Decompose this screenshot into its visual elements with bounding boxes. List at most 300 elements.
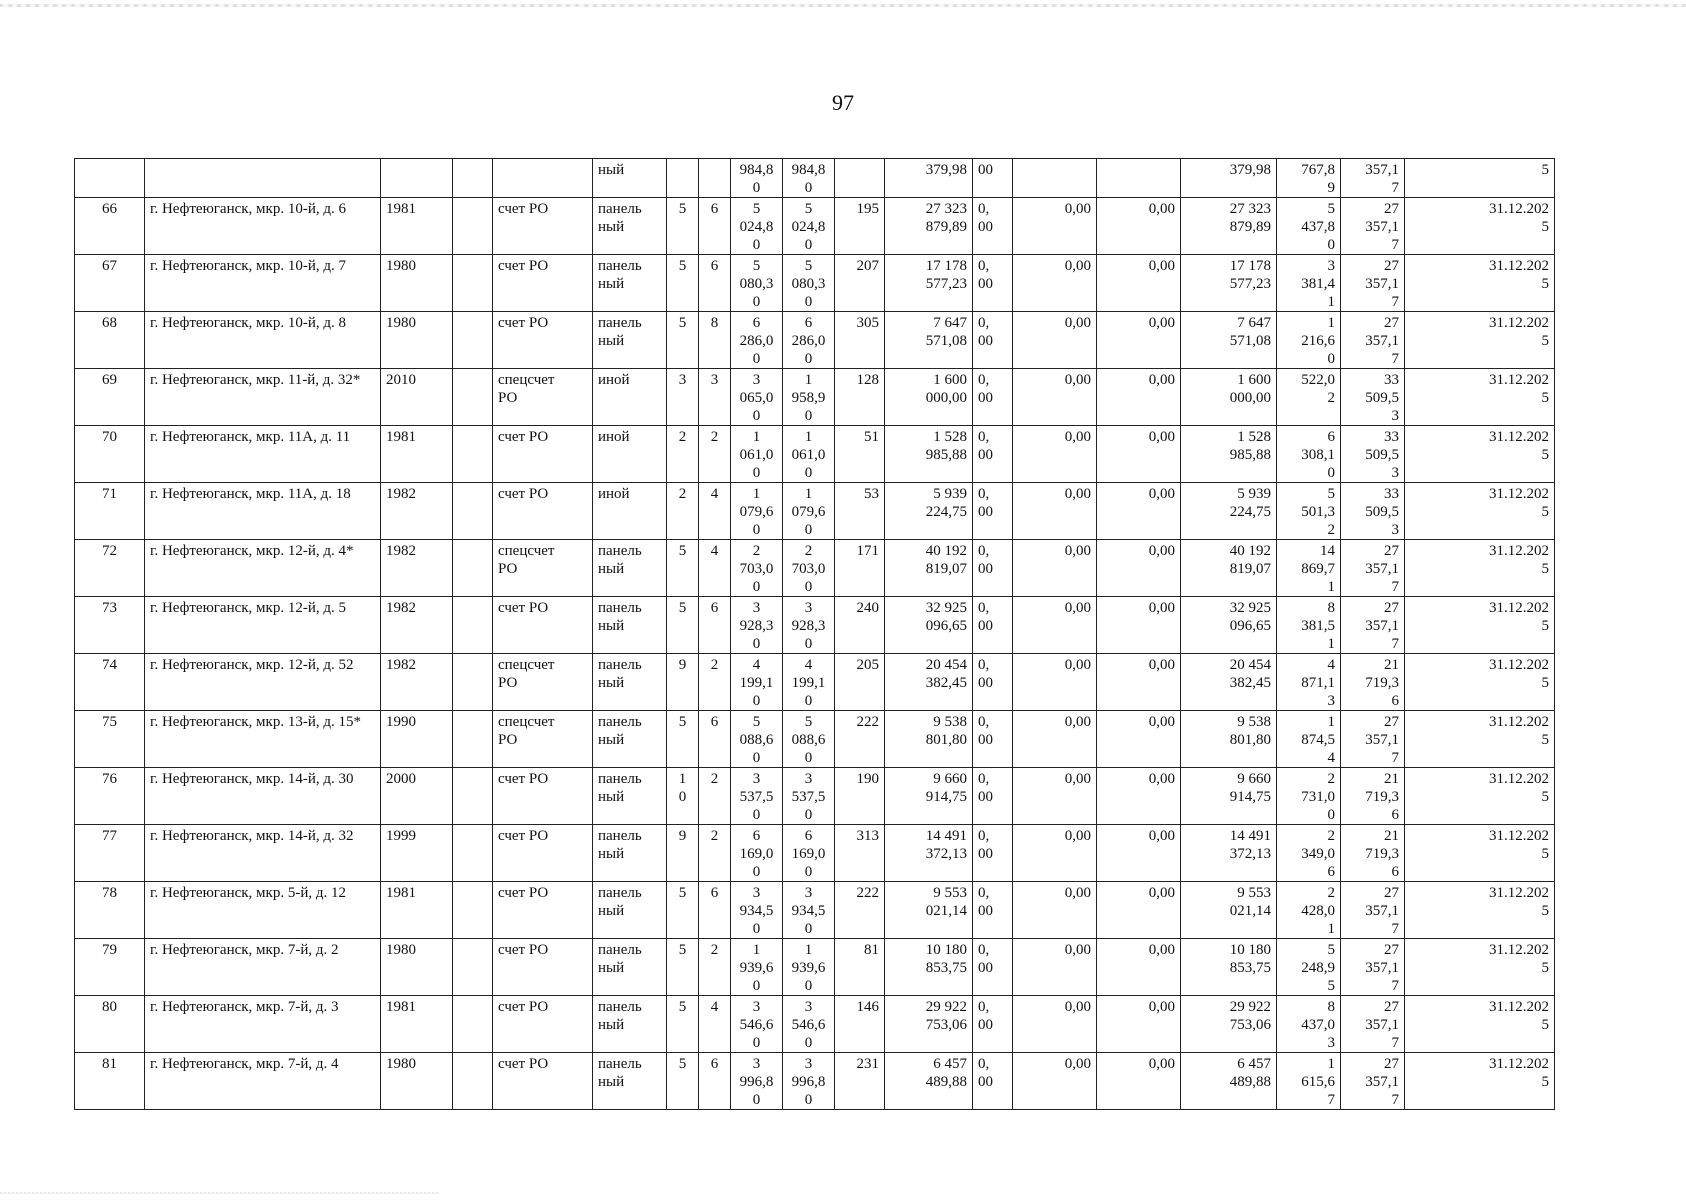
- cell-empty: [453, 768, 493, 825]
- cell-fund-method: счет РО: [493, 198, 593, 255]
- cell-area-total: 1 079,6 0: [731, 483, 783, 540]
- cell-floors: 5: [667, 711, 699, 768]
- cell-cost-fund: 0, 00: [973, 369, 1013, 426]
- cell-residents: 195: [835, 198, 885, 255]
- cell-cost-total: 20 454 382,45: [885, 654, 973, 711]
- cell-cost-budget-1: 0,00: [1013, 711, 1097, 768]
- table-row: [75, 597, 1555, 654]
- cell-residents: 146: [835, 996, 885, 1053]
- cell-plan-date: 31.12.202 5: [1405, 483, 1555, 540]
- table-row: [75, 711, 1555, 768]
- cell-wall-material: панель ный: [593, 939, 667, 996]
- cell-fund-method: счет РО: [493, 882, 593, 939]
- scan-edge-artifact: [0, 4, 1686, 7]
- cell-year: 1980: [381, 1053, 453, 1110]
- cell-cost-budget-1: 0,00: [1013, 939, 1097, 996]
- cell-area-living: 1 061,0 0: [783, 426, 835, 483]
- cell-empty: [453, 159, 493, 198]
- cell-area-total: 3 537,5 0: [731, 768, 783, 825]
- cell-cost-owners: 7 647 571,08: [1181, 312, 1277, 369]
- cell-cost-budget-1: 0,00: [1013, 996, 1097, 1053]
- cell-unit-cost: 4 871,1 3: [1277, 654, 1341, 711]
- cell-cost-budget-1: 0,00: [1013, 255, 1097, 312]
- table-row: [75, 768, 1555, 825]
- cell-area-living: 3 934,5 0: [783, 882, 835, 939]
- cell-wall-material: иной: [593, 426, 667, 483]
- cell-cost-owners: 10 180 853,75: [1181, 939, 1277, 996]
- cell-cost-fund: 0, 00: [973, 882, 1013, 939]
- cell-area-total: 2 703,0 0: [731, 540, 783, 597]
- cell-cost-budget-2: 0,00: [1097, 996, 1181, 1053]
- cell-cost-total: 5 939 224,75: [885, 483, 973, 540]
- cell-cost-budget-1: 0,00: [1013, 654, 1097, 711]
- cell-cost-total: 6 457 489,88: [885, 1053, 973, 1110]
- cell-residents: 313: [835, 825, 885, 882]
- cell-cost-total: 1 528 985,88: [885, 426, 973, 483]
- cell-fund-method: счет РО: [493, 426, 593, 483]
- cell-area-living: 5 080,3 0: [783, 255, 835, 312]
- cell-cost-owners: 9 660 914,75: [1181, 768, 1277, 825]
- cell-cost-budget-2: 0,00: [1097, 825, 1181, 882]
- cell-address: г. Нефтеюганск, мкр. 12-й, д. 5: [145, 597, 381, 654]
- cell-address: [145, 159, 381, 198]
- cell-area-total: 4 199,1 0: [731, 654, 783, 711]
- cell-unit-max: 33 509,5 3: [1341, 483, 1405, 540]
- cell-cost-total: 9 660 914,75: [885, 768, 973, 825]
- cell-cost-owners: 14 491 372,13: [1181, 825, 1277, 882]
- cell-cost-fund: 0, 00: [973, 255, 1013, 312]
- cell-empty: [453, 426, 493, 483]
- cell-empty: [453, 312, 493, 369]
- cell-cost-owners: 9 538 801,80: [1181, 711, 1277, 768]
- cell-address: г. Нефтеюганск, мкр. 10-й, д. 6: [145, 198, 381, 255]
- cell-cost-budget-1: 0,00: [1013, 426, 1097, 483]
- cell-floors: 5: [667, 597, 699, 654]
- cell-number: 77: [75, 825, 145, 882]
- cell-plan-date: 31.12.202 5: [1405, 825, 1555, 882]
- cell-residents: 222: [835, 711, 885, 768]
- cell-fund-method: счет РО: [493, 483, 593, 540]
- cell-fund-method: счет РО: [493, 255, 593, 312]
- cell-number: 72: [75, 540, 145, 597]
- cell-cost-owners: 40 192 819,07: [1181, 540, 1277, 597]
- cell-cost-fund: 0, 00: [973, 597, 1013, 654]
- cell-floors: 2: [667, 426, 699, 483]
- cell-year: 1980: [381, 939, 453, 996]
- cell-floors: 5: [667, 882, 699, 939]
- cell-cost-total: 32 925 096,65: [885, 597, 973, 654]
- cell-floors: 5: [667, 312, 699, 369]
- cell-cost-fund: 0, 00: [973, 312, 1013, 369]
- cell-unit-cost: 2 428,0 1: [1277, 882, 1341, 939]
- cell-year: 2010: [381, 369, 453, 426]
- cell-entrances: 2: [699, 768, 731, 825]
- cell-area-total: 3 546,6 0: [731, 996, 783, 1053]
- cell-plan-date: 31.12.202 5: [1405, 426, 1555, 483]
- cell-area-total: 3 934,5 0: [731, 882, 783, 939]
- cell-entrances: 6: [699, 882, 731, 939]
- cell-cost-fund: 0, 00: [973, 654, 1013, 711]
- table-row: [75, 939, 1555, 996]
- cell-empty: [453, 369, 493, 426]
- cell-number: 78: [75, 882, 145, 939]
- cell-unit-max: 27 357,1 7: [1341, 255, 1405, 312]
- cell-residents: 207: [835, 255, 885, 312]
- cell-wall-material: панель ный: [593, 255, 667, 312]
- cell-cost-budget-1: 0,00: [1013, 369, 1097, 426]
- cell-empty: [453, 654, 493, 711]
- cell-fund-method: счет РО: [493, 312, 593, 369]
- cell-cost-owners: 6 457 489,88: [1181, 1053, 1277, 1110]
- cell-cost-total: 17 178 577,23: [885, 255, 973, 312]
- table-row: [75, 540, 1555, 597]
- cell-empty: [453, 882, 493, 939]
- cell-entrances: 2: [699, 939, 731, 996]
- cell-unit-max: 27 357,1 7: [1341, 597, 1405, 654]
- cell-cost-fund: 0, 00: [973, 1053, 1013, 1110]
- cell-unit-max: 27 357,1 7: [1341, 312, 1405, 369]
- cell-residents: [835, 159, 885, 198]
- cell-area-total: 5 080,3 0: [731, 255, 783, 312]
- cell-fund-method: счет РО: [493, 996, 593, 1053]
- cell-residents: 305: [835, 312, 885, 369]
- cell-wall-material: иной: [593, 483, 667, 540]
- cell-cost-owners: 27 323 879,89: [1181, 198, 1277, 255]
- cell-year: 2000: [381, 768, 453, 825]
- cell-area-living: 3 928,3 0: [783, 597, 835, 654]
- cell-unit-cost: 767,8 9: [1277, 159, 1341, 198]
- cell-plan-date: 31.12.202 5: [1405, 996, 1555, 1053]
- cell-residents: 128: [835, 369, 885, 426]
- cell-empty: [453, 939, 493, 996]
- cell-wall-material: панель ный: [593, 312, 667, 369]
- cell-area-living: 984,8 0: [783, 159, 835, 198]
- cell-empty: [453, 540, 493, 597]
- cell-unit-cost: 5 501,3 2: [1277, 483, 1341, 540]
- cell-unit-cost: 2 731,0 0: [1277, 768, 1341, 825]
- cell-area-living: 2 703,0 0: [783, 540, 835, 597]
- cell-address: г. Нефтеюганск, мкр. 12-й, д. 4*: [145, 540, 381, 597]
- cell-floors: 5: [667, 540, 699, 597]
- cell-unit-cost: 1 874,5 4: [1277, 711, 1341, 768]
- table-row: [75, 483, 1555, 540]
- cell-year: 1981: [381, 996, 453, 1053]
- cell-area-total: 6 169,0 0: [731, 825, 783, 882]
- cell-cost-total: 14 491 372,13: [885, 825, 973, 882]
- cell-unit-cost: 1 216,6 0: [1277, 312, 1341, 369]
- cell-floors: 9: [667, 654, 699, 711]
- cell-unit-cost: 5 248,9 5: [1277, 939, 1341, 996]
- cell-floors: 2: [667, 483, 699, 540]
- cell-fund-method: счет РО: [493, 939, 593, 996]
- cell-unit-max: 27 357,1 7: [1341, 540, 1405, 597]
- cell-year: 1981: [381, 426, 453, 483]
- cell-wall-material: панель ный: [593, 540, 667, 597]
- cell-area-living: 5 024,8 0: [783, 198, 835, 255]
- cell-cost-total: 9 538 801,80: [885, 711, 973, 768]
- cell-wall-material: панель ный: [593, 198, 667, 255]
- cell-number: 68: [75, 312, 145, 369]
- cell-unit-cost: 3 381,4 1: [1277, 255, 1341, 312]
- cell-cost-owners: 5 939 224,75: [1181, 483, 1277, 540]
- cell-floors: 5: [667, 996, 699, 1053]
- cell-residents: 53: [835, 483, 885, 540]
- cell-floors: 5: [667, 1053, 699, 1110]
- cell-entrances: 8: [699, 312, 731, 369]
- cell-year: 1981: [381, 882, 453, 939]
- cell-cost-total: 40 192 819,07: [885, 540, 973, 597]
- cell-fund-method: счет РО: [493, 825, 593, 882]
- cell-area-living: 3 537,5 0: [783, 768, 835, 825]
- cell-cost-budget-2: 0,00: [1097, 711, 1181, 768]
- cell-cost-total: 27 323 879,89: [885, 198, 973, 255]
- cell-cost-owners: 1 528 985,88: [1181, 426, 1277, 483]
- cell-entrances: 6: [699, 1053, 731, 1110]
- table-row: [75, 882, 1555, 939]
- cell-address: г. Нефтеюганск, мкр. 7-й, д. 2: [145, 939, 381, 996]
- cell-address: г. Нефтеюганск, мкр. 14-й, д. 32: [145, 825, 381, 882]
- cell-cost-budget-1: 0,00: [1013, 312, 1097, 369]
- cell-unit-max: 27 357,1 7: [1341, 996, 1405, 1053]
- cell-cost-budget-2: [1097, 159, 1181, 198]
- cell-cost-budget-1: 0,00: [1013, 768, 1097, 825]
- cell-area-total: 3 996,8 0: [731, 1053, 783, 1110]
- cell-cost-budget-2: 0,00: [1097, 255, 1181, 312]
- cell-entrances: [699, 159, 731, 198]
- cell-floors: 5: [667, 198, 699, 255]
- cell-fund-method: спецсчет РО: [493, 540, 593, 597]
- cell-cost-budget-2: 0,00: [1097, 882, 1181, 939]
- cell-cost-fund: 0, 00: [973, 483, 1013, 540]
- cell-unit-cost: 5 437,8 0: [1277, 198, 1341, 255]
- cell-empty: [453, 198, 493, 255]
- cell-fund-method: спецсчет РО: [493, 369, 593, 426]
- cell-area-total: 1 061,0 0: [731, 426, 783, 483]
- cell-unit-max: 27 357,1 7: [1341, 198, 1405, 255]
- cell-unit-max: 21 719,3 6: [1341, 825, 1405, 882]
- cell-area-living: 1 939,6 0: [783, 939, 835, 996]
- cell-number: [75, 159, 145, 198]
- cell-cost-owners: 379,98: [1181, 159, 1277, 198]
- cell-cost-total: 10 180 853,75: [885, 939, 973, 996]
- cell-entrances: 4: [699, 540, 731, 597]
- cell-area-total: 5 024,8 0: [731, 198, 783, 255]
- cell-year: 1982: [381, 654, 453, 711]
- cell-wall-material: панель ный: [593, 996, 667, 1053]
- cell-residents: 205: [835, 654, 885, 711]
- cell-plan-date: 31.12.202 5: [1405, 711, 1555, 768]
- cell-year: 1981: [381, 198, 453, 255]
- cell-cost-budget-2: 0,00: [1097, 1053, 1181, 1110]
- cell-unit-max: 27 357,1 7: [1341, 882, 1405, 939]
- cell-plan-date: 5: [1405, 159, 1555, 198]
- cell-address: г. Нефтеюганск, мкр. 11-й, д. 32*: [145, 369, 381, 426]
- table-row: [75, 198, 1555, 255]
- cell-cost-budget-2: 0,00: [1097, 597, 1181, 654]
- cell-unit-cost: 8 381,5 1: [1277, 597, 1341, 654]
- cell-year: 1980: [381, 255, 453, 312]
- cell-number: 70: [75, 426, 145, 483]
- cell-entrances: 2: [699, 654, 731, 711]
- cell-residents: 240: [835, 597, 885, 654]
- cell-address: г. Нефтеюганск, мкр. 7-й, д. 4: [145, 1053, 381, 1110]
- cell-cost-budget-2: 0,00: [1097, 483, 1181, 540]
- cell-number: 69: [75, 369, 145, 426]
- cell-residents: 81: [835, 939, 885, 996]
- cell-cost-total: 1 600 000,00: [885, 369, 973, 426]
- cell-empty: [453, 996, 493, 1053]
- cell-area-total: 3 065,0 0: [731, 369, 783, 426]
- table-body: [75, 159, 1555, 1110]
- cell-entrances: 6: [699, 198, 731, 255]
- cell-cost-fund: 0, 00: [973, 426, 1013, 483]
- cell-cost-owners: 1 600 000,00: [1181, 369, 1277, 426]
- cell-fund-method: счет РО: [493, 1053, 593, 1110]
- cell-cost-total: 9 553 021,14: [885, 882, 973, 939]
- table-row: [75, 654, 1555, 711]
- cell-plan-date: 31.12.202 5: [1405, 198, 1555, 255]
- cell-cost-budget-2: 0,00: [1097, 198, 1181, 255]
- cell-address: г. Нефтеюганск, мкр. 13-й, д. 15*: [145, 711, 381, 768]
- cell-wall-material: панель ный: [593, 711, 667, 768]
- cell-plan-date: 31.12.202 5: [1405, 768, 1555, 825]
- scan-bottom-artifact: [0, 1192, 440, 1194]
- cell-area-total: 984,8 0: [731, 159, 783, 198]
- cell-unit-max: 27 357,1 7: [1341, 1053, 1405, 1110]
- cell-cost-fund: 0, 00: [973, 711, 1013, 768]
- cell-wall-material: панель ный: [593, 1053, 667, 1110]
- cell-floors: 3: [667, 369, 699, 426]
- cell-area-living: 1 958,9 0: [783, 369, 835, 426]
- table-row: [75, 159, 1555, 198]
- cell-entrances: 4: [699, 483, 731, 540]
- cell-floors: 9: [667, 825, 699, 882]
- cell-cost-total: 379,98: [885, 159, 973, 198]
- cell-cost-budget-2: 0,00: [1097, 654, 1181, 711]
- cell-residents: 231: [835, 1053, 885, 1110]
- cell-cost-budget-1: 0,00: [1013, 198, 1097, 255]
- cell-area-total: 6 286,0 0: [731, 312, 783, 369]
- cell-plan-date: 31.12.202 5: [1405, 312, 1555, 369]
- cell-year: 1982: [381, 597, 453, 654]
- cell-year: 1980: [381, 312, 453, 369]
- cell-unit-max: 33 509,5 3: [1341, 369, 1405, 426]
- cell-address: г. Нефтеюганск, мкр. 10-й, д. 7: [145, 255, 381, 312]
- cell-empty: [453, 711, 493, 768]
- cell-plan-date: 31.12.202 5: [1405, 255, 1555, 312]
- cell-unit-cost: 1 615,6 7: [1277, 1053, 1341, 1110]
- cell-number: 71: [75, 483, 145, 540]
- cell-entrances: 2: [699, 825, 731, 882]
- cell-entrances: 6: [699, 597, 731, 654]
- cell-cost-budget-1: 0,00: [1013, 882, 1097, 939]
- cell-wall-material: панель ный: [593, 654, 667, 711]
- cell-address: г. Нефтеюганск, мкр. 7-й, д. 3: [145, 996, 381, 1053]
- cell-cost-fund: 0, 00: [973, 768, 1013, 825]
- cell-area-living: 1 079,6 0: [783, 483, 835, 540]
- cell-cost-budget-1: [1013, 159, 1097, 198]
- cell-address: г. Нефтеюганск, мкр. 11А, д. 11: [145, 426, 381, 483]
- cell-cost-fund: 0, 00: [973, 540, 1013, 597]
- cell-unit-max: 27 357,1 7: [1341, 711, 1405, 768]
- cell-cost-fund: 0, 00: [973, 939, 1013, 996]
- table-row: [75, 1053, 1555, 1110]
- cell-area-total: 1 939,6 0: [731, 939, 783, 996]
- cell-plan-date: 31.12.202 5: [1405, 882, 1555, 939]
- cell-number: 67: [75, 255, 145, 312]
- page-number: 97: [832, 90, 854, 115]
- cell-floors: 5: [667, 255, 699, 312]
- cell-cost-budget-2: 0,00: [1097, 768, 1181, 825]
- cell-cost-owners: 32 925 096,65: [1181, 597, 1277, 654]
- cell-cost-total: 7 647 571,08: [885, 312, 973, 369]
- cell-address: г. Нефтеюганск, мкр. 14-й, д. 30: [145, 768, 381, 825]
- cell-unit-cost: 8 437,0 3: [1277, 996, 1341, 1053]
- cell-plan-date: 31.12.202 5: [1405, 540, 1555, 597]
- cell-entrances: 6: [699, 255, 731, 312]
- cell-year: [381, 159, 453, 198]
- cell-area-total: 5 088,6 0: [731, 711, 783, 768]
- cell-address: г. Нефтеюганск, мкр. 5-й, д. 12: [145, 882, 381, 939]
- cell-entrances: 2: [699, 426, 731, 483]
- cell-cost-owners: 20 454 382,45: [1181, 654, 1277, 711]
- cell-empty: [453, 1053, 493, 1110]
- cell-number: 81: [75, 1053, 145, 1110]
- cell-area-living: 6 286,0 0: [783, 312, 835, 369]
- cell-wall-material: панель ный: [593, 597, 667, 654]
- cell-residents: 222: [835, 882, 885, 939]
- cell-fund-method: счет РО: [493, 768, 593, 825]
- cell-wall-material: панель ный: [593, 882, 667, 939]
- cell-unit-max: 357,1 7: [1341, 159, 1405, 198]
- cell-number: 79: [75, 939, 145, 996]
- cell-address: г. Нефтеюганск, мкр. 12-й, д. 52: [145, 654, 381, 711]
- cell-unit-cost: 6 308,1 0: [1277, 426, 1341, 483]
- cell-residents: 171: [835, 540, 885, 597]
- cell-empty: [453, 597, 493, 654]
- cell-year: 1990: [381, 711, 453, 768]
- cell-number: 66: [75, 198, 145, 255]
- cell-fund-method: спецсчет РО: [493, 654, 593, 711]
- cell-cost-budget-1: 0,00: [1013, 540, 1097, 597]
- cell-area-living: 3 546,6 0: [783, 996, 835, 1053]
- cell-cost-budget-1: 0,00: [1013, 597, 1097, 654]
- cell-cost-budget-2: 0,00: [1097, 939, 1181, 996]
- cell-cost-fund: 0, 00: [973, 825, 1013, 882]
- cell-floors: 1 0: [667, 768, 699, 825]
- cell-unit-cost: 14 869,7 1: [1277, 540, 1341, 597]
- table-row: [75, 996, 1555, 1053]
- table-row: [75, 426, 1555, 483]
- cell-number: 74: [75, 654, 145, 711]
- cell-wall-material: ный: [593, 159, 667, 198]
- cell-wall-material: иной: [593, 369, 667, 426]
- cell-cost-fund: 00: [973, 159, 1013, 198]
- cell-plan-date: 31.12.202 5: [1405, 369, 1555, 426]
- cell-unit-max: 21 719,3 6: [1341, 654, 1405, 711]
- cell-plan-date: 31.12.202 5: [1405, 654, 1555, 711]
- cell-year: 1999: [381, 825, 453, 882]
- cell-address: г. Нефтеюганск, мкр. 11А, д. 18: [145, 483, 381, 540]
- cell-fund-method: спецсчет РО: [493, 711, 593, 768]
- cell-wall-material: панель ный: [593, 768, 667, 825]
- cell-entrances: 4: [699, 996, 731, 1053]
- cell-year: 1982: [381, 540, 453, 597]
- cell-cost-budget-2: 0,00: [1097, 312, 1181, 369]
- cell-plan-date: 31.12.202 5: [1405, 939, 1555, 996]
- cell-fund-method: счет РО: [493, 597, 593, 654]
- cell-cost-budget-1: 0,00: [1013, 1053, 1097, 1110]
